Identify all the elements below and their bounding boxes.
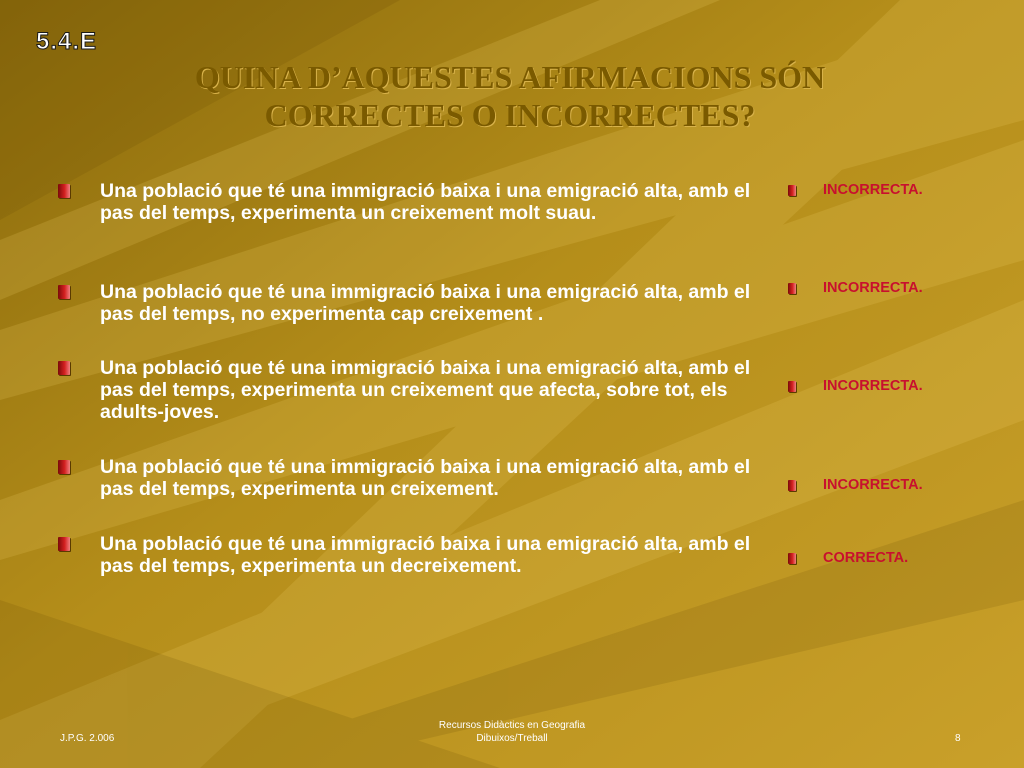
footer-center [412, 719, 612, 745]
title-line-1: QUINA D’AQUESTES AFIRMACIONS SÓN [194, 59, 826, 95]
statement-text: Una població que té una immigració baixa i una emigració alta, amb el pas del temps, experimenta un creixement que afecta, sobre tot, els adults-joves. [100, 357, 751, 423]
bullet-icon [58, 361, 70, 375]
answer-text: CORRECTA. [823, 550, 909, 566]
answer-text: INCORRECTA. [823, 477, 923, 493]
bullet-icon [788, 480, 796, 491]
answer-item [788, 477, 923, 493]
statement-text: Una població que té una immigració baixa i una emigració alta, amb el pas del temps, experimenta un creixement. [100, 456, 751, 500]
answer-item [788, 378, 923, 394]
statement-item [58, 281, 758, 325]
footer-center-line-2: Dibuixos/Treball [476, 733, 548, 744]
slide-title [150, 58, 870, 134]
footer-center-line-1: Recursos Didàctics en Geografia [438, 720, 586, 731]
bullet-icon [58, 537, 70, 551]
answer-item [788, 182, 923, 198]
footer-author: J.P.G. 2.006 [60, 733, 115, 744]
statement-text: Una població que té una immigració baixa i una emigració alta, amb el pas del temps, experimenta un creixement molt suau. [100, 180, 751, 224]
statement-item [58, 456, 758, 500]
page-number: 8 [955, 733, 961, 744]
answer-text: INCORRECTA. [823, 280, 923, 296]
bullet-icon [58, 285, 70, 299]
answer-item [788, 280, 923, 296]
statement-text: Una població que té una immigració baixa i una emigració alta, amb el pas del temps, experimenta un decreixement. [100, 533, 751, 577]
bullet-icon [58, 460, 70, 474]
answer-item [788, 550, 908, 566]
statement-item [58, 180, 758, 224]
slide-number-label: 5.4.E [36, 28, 98, 55]
statement-item [58, 533, 758, 577]
answer-text: INCORRECTA. [823, 378, 923, 394]
answer-text: INCORRECTA. [823, 182, 923, 198]
title-line-2: CORRECTES O INCORRECTES? [264, 97, 756, 133]
bullet-icon [788, 283, 796, 294]
bullet-icon [788, 381, 796, 392]
statement-text: Una població que té una immigració baixa i una emigració alta, amb el pas del temps, no experimenta cap creixement . [100, 281, 751, 325]
bullet-icon [788, 185, 796, 196]
bullet-icon [58, 184, 70, 198]
statement-item [58, 357, 758, 423]
bullet-icon [788, 553, 796, 564]
